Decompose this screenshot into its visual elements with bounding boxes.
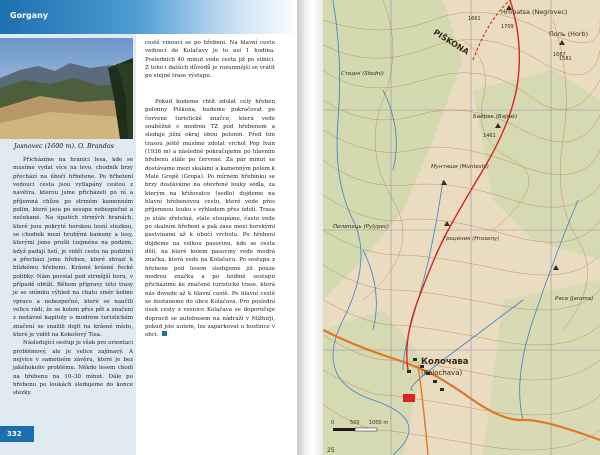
map-label-popo: Попь (Horb) <box>549 30 589 38</box>
scale-label-0: 0 <box>331 420 335 426</box>
map-label-peak-1661: 1661 <box>468 16 481 22</box>
paragraph: cestě vinoucí se po hřebeni. Na hlavní cestu vedoucí do Kolačavy je to asi 1 hodina. Posledních 40 minut vede cesta již po silnici. Z toho i dalších důvodů je rozumnější se vrátit po stejné trase výstupu. <box>145 40 275 80</box>
map-label-ryasa: Ряса (Jaroma) <box>555 296 594 302</box>
text-column-2-top <box>145 39 275 81</box>
text-column-2 <box>145 98 275 340</box>
header-band <box>0 0 300 34</box>
section-title: Gorgany <box>10 11 49 20</box>
book-gutter <box>297 0 323 455</box>
scale-label-1000: 1000 m <box>369 420 389 426</box>
text-column-1 <box>13 156 133 426</box>
paragraph: Následující sestup je však pro orientaci problémový, ale je velice zajímavý. A nejvíce v samotném závěru, které je bez jakéhokoliv problému. Někdo lesem chodí na hřebenu na 10–30 minut. Dále po hřebenu po loukách sledujeme do konce stezky. <box>13 340 133 397</box>
paragraph: Pokud budeme chtít zdolat celý hřeben polonny Piškona, budeme pokračovat po červené turistické značce, která vede souběžně s modrou TZ pod hřebenem a sleduje jižní okraj obou polonin. Před tím trasou ještě musíme zdolat vrchol Pop Ivan (1936 m) a následně pokračujeme po hlavním hřebenu stále po červené. Za pár minut se dostáváme mezi skalami a kamenným polem k Malé Gropě (Gropa). Po mírném hřebínku se brzy dostáváme na otevřené louky sedla, za kterým na křižovatce (sedlo) dojdeme na hlavní hřebenovou cestu, které vede přes příjemnou louku s výhledem přes údolí. Trasa je stále zřetelná, stále stoupáme, často vede po skalním hřebeni a pak zase mezi horskými pastvinami až k úbočí vrcholu. Po hřebeni dojdeme na velkou pasovinu, kde se cesta dělí, na které kolem pasoviny vede modrá značka, která vede na Kolačavu. Po sestupu z hřebene pod lesem sledujeme již pouze modrou značku a po hodině sestupu přicházíme ke značené turistické trase, která nás dovede až k hlavní cestě. Po hlavní cestě se dostaneme do obce Kolačava. Pro poslední úsek cesty z vesnice Kolačava se doporučuje dopravit se autobusem na nádraží v Mižhirji, pokud jste autem, lze zaparkovat u hostince v obci. <box>145 99 275 339</box>
paragraph: Přicházíme na hranici lesa, kde se musíme vydat více na levo, chodník brzy přechází na úbočí hřbetene. Po hřbetení vedoucí cesta jsou vytlapány cestou z navětra, kterou jsme přicházeli po ní a příjemná chůze po strmém kamenném polím, které jsou po sesupu nebezpečné a nečekané. Na úpatích strmých hranách, které jsou pokryté horskou lesní stezkou, se chodník mezí hrubými kameny a lesy, kterými jsme prošli (zejména na podzim, když padají listí, je vidět cestu na podzim) a přecházi jsme hřeben, které zbrazí k blízkému hřebenu. Krásné krásné řecké polibky. Nám povstal pod strmější horu, v případě obtíží. Během přípravy této trasy je se snímku výhled na chatu směr kolme vpravo a nebezpečné, které se naučili velice rádi, že se kolem přes pět a značení z nedávné kapitoly o modrém turistickém značení se snažili dojít na krásné místo, které je vidět na Kokošový Tisa. <box>13 157 133 338</box>
map-label-hrobatsa-alt: 1709 <box>501 24 514 30</box>
map-label-peak-1461: 1461 <box>483 133 496 139</box>
end-of-section-mark <box>162 331 167 336</box>
photo-caption: Jasnovec (1600 m). O. Brandos <box>14 142 114 150</box>
map-label-hrobatsa: Hrobatsa (Negrovec) <box>501 8 568 16</box>
map-label-ridge: PIŠKONA <box>431 27 471 57</box>
scale-label-500: 500 <box>350 420 360 426</box>
mountain-photo <box>0 38 133 139</box>
map-label-pylypets: Пилипець (Pylypec) <box>333 224 390 230</box>
topographic-map <box>323 0 600 455</box>
map-label-bayrak: Байрак (Bajrak) <box>473 114 518 120</box>
page-number: 332 <box>7 430 22 438</box>
map-label-popo-alt: 1667 <box>553 52 566 58</box>
map-grid-label: 25 <box>327 447 335 454</box>
map-label-village: Колочава <box>421 357 469 367</box>
page-number-box <box>0 426 34 442</box>
map-label-hrochenyk: Гроценик (Hroseny) <box>443 236 500 242</box>
map-label-peak-1581: 1581 <box>559 56 572 62</box>
map-label-stedni: Стеднi (Stedni) <box>341 71 384 77</box>
map-label-muntyashi: Мунтяши (Munteshi) <box>431 164 489 170</box>
map-label-village-latin: (Kolochava) <box>421 369 463 377</box>
